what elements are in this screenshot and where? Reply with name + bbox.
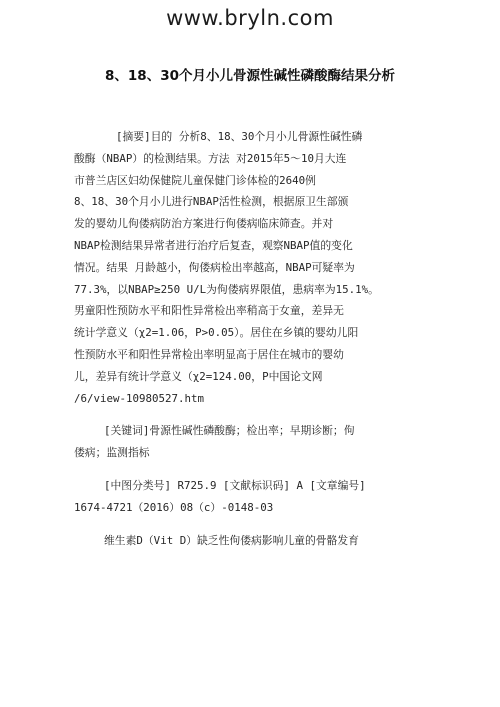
abstract-line: 统计学意义（χ2=1.06，P>0.05）。居住在乡镇的婴幼儿阳 — [74, 326, 359, 340]
classification-section — [74, 475, 446, 519]
abstract-line: 儿，差异有统计学意义（χ2=124.00，P中国论文网 — [74, 369, 323, 383]
abstract-line: 发的婴幼儿佝偻病防治方案进行佝偻病临床筛查。并对 — [74, 217, 334, 231]
abstract-line: 8、18、30个月小儿进行NBAP活性检测，根据原卫生部颁 — [74, 195, 349, 209]
keywords-section — [74, 420, 446, 464]
article-body — [74, 126, 446, 551]
abstract-line: 77.3%，以NBAP≥250 U/L为佝偻病界限值，患病率为15.1%。 — [74, 282, 379, 296]
article-title: 8、18、30个月小儿骨源性碱性磷酸酶结果分析 — [105, 68, 395, 84]
watermark-url: www.bryln.com — [166, 6, 334, 30]
abstract-line: [摘要]目的 分析8、18、30个月小儿骨源性碱性磷 — [116, 130, 363, 143]
spacer — [74, 519, 446, 530]
abstract-line: 性预防水平和阳性异常检出率明显高于居住在城市的婴幼 — [74, 347, 344, 361]
keywords-line: [关键词]骨源性碱性磷酸酶；检出率；早期诊断；佝 — [104, 424, 355, 438]
abstract-section — [74, 126, 446, 409]
abstract-link-line: /6/view-10980527.htm — [74, 391, 205, 405]
classification-line: [中图分类号] R725.9 [文献标识码] A [文章编号] — [104, 478, 366, 492]
abstract-line: 市普兰店区妇幼保健院儿童保健门诊体检的2640例 — [74, 173, 316, 187]
keywords-line: 偻病；监测指标 — [74, 446, 150, 460]
spacer — [74, 464, 446, 475]
spacer — [74, 409, 446, 420]
intro-section — [74, 530, 446, 552]
classification-line: 1674-4721（2016）08（c）-0148-03 — [74, 500, 274, 514]
abstract-line: 情况。结果 月龄越小，佝偻病检出率越高，NBAP可疑率为 — [74, 260, 355, 274]
intro-line: 维生素D（Vit D）缺乏性佝偻病影响儿童的骨骼发育 — [104, 533, 359, 547]
abstract-line: 酸酶（NBAP）的检测结果。方法 对2015年5～10月大连 — [74, 151, 347, 165]
abstract-line: 男童阳性预防水平和阳性异常检出率稍高于女童，差异无 — [74, 304, 344, 318]
abstract-line: NBAP检测结果异常者进行治疗后复查，观察NBAP值的变化 — [74, 238, 353, 252]
